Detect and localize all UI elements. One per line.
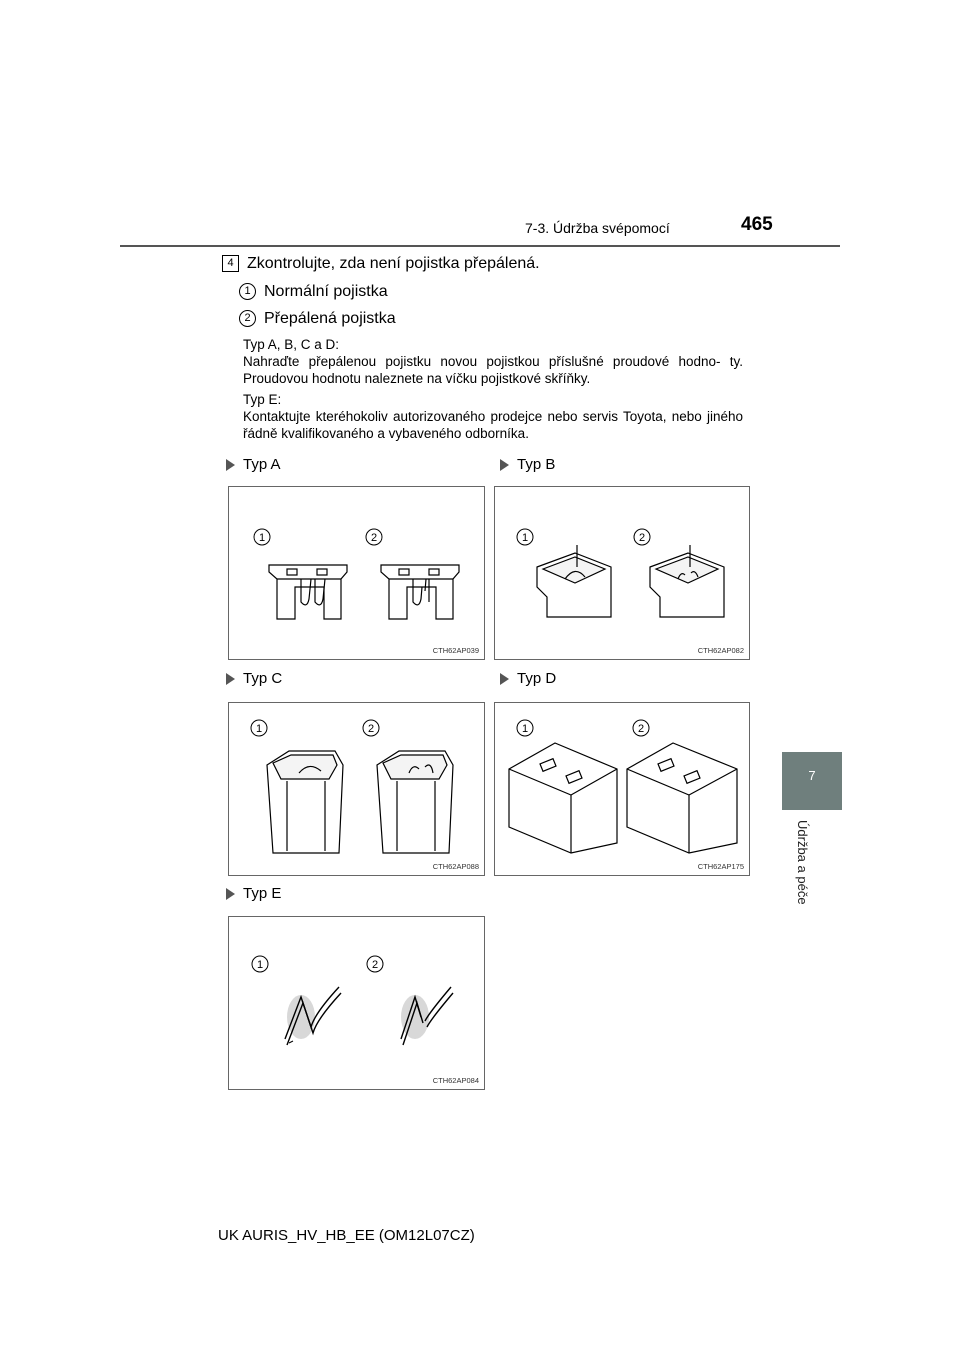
caption-type-d: Typ D xyxy=(500,670,556,687)
label-blown: 2 xyxy=(637,723,645,735)
item-text: Přepálená pojistka xyxy=(264,310,396,327)
caption-type-a: Typ A xyxy=(226,456,281,473)
page-number: 465 xyxy=(741,214,773,235)
instructions-abcd-title: Typ A, B, C a D: xyxy=(243,337,340,352)
triangle-bullet-icon xyxy=(226,459,235,471)
normal-fuse-icon xyxy=(285,987,341,1045)
triangle-bullet-icon xyxy=(226,888,235,900)
fuse-type-d-illustration xyxy=(495,703,751,877)
figure-type-d xyxy=(494,702,750,876)
blown-fuse-icon xyxy=(377,751,453,853)
triangle-bullet-icon xyxy=(226,673,235,685)
instructions-abcd-body: Nahraďte přepálenou pojistku novou pojistkou příslušné proudové hodno- ty. Proudovou hodnotu naleznete na víčku pojistkové skříňky. xyxy=(243,354,743,386)
label-blown: 2 xyxy=(638,532,646,544)
figure-code: CTH62AP088 xyxy=(432,862,479,871)
fuse-type-b-illustration xyxy=(495,487,751,661)
figure-code: CTH62AP082 xyxy=(697,646,744,655)
normal-fuse-icon xyxy=(267,751,343,853)
label-normal: 1 xyxy=(256,959,264,971)
caption-type-c: Typ C xyxy=(226,670,282,687)
label-normal: 1 xyxy=(521,532,529,544)
item-badge: 2 xyxy=(239,310,256,327)
footer-model-code: UK AURIS_HV_HB_EE (OM12L07CZ) xyxy=(218,1227,475,1244)
figure-code: CTH62AP175 xyxy=(697,862,744,871)
figure-code: CTH62AP039 xyxy=(432,646,479,655)
list-item-blown xyxy=(239,310,396,328)
instructions-e-body: Kontaktujte kteréhokoliv autorizovaného prodejce nebo servis Toyota, nebo jiného řádně kvalifikovaného a vybaveného odborníka. xyxy=(243,409,743,441)
figure-code: CTH62AP084 xyxy=(432,1076,479,1085)
item-text: Normální pojistka xyxy=(264,283,388,300)
fuse-type-c-illustration xyxy=(229,703,486,877)
header-divider xyxy=(120,245,840,247)
section-title: 7-3. Údržba svépomocí xyxy=(525,220,670,236)
step-number-badge: 4 xyxy=(222,255,239,272)
blown-fuse-icon xyxy=(650,545,724,617)
caption-type-e: Typ E xyxy=(226,885,281,902)
normal-fuse-icon xyxy=(537,545,611,617)
blown-fuse-icon xyxy=(627,743,737,853)
caption-type-b: Typ B xyxy=(500,456,555,473)
figure-type-b xyxy=(494,486,750,660)
figure-type-e xyxy=(228,916,485,1090)
blown-fuse-icon xyxy=(401,987,453,1045)
triangle-bullet-icon xyxy=(500,459,509,471)
item-badge: 1 xyxy=(239,283,256,300)
step-text: Zkontrolujte, zda není pojistka přepálená. xyxy=(247,255,540,272)
normal-fuse-icon xyxy=(509,743,617,853)
fuse-type-e-illustration xyxy=(229,917,486,1091)
blown-fuse-icon xyxy=(381,565,459,619)
step-4 xyxy=(222,255,540,273)
normal-fuse-icon xyxy=(269,565,347,619)
triangle-bullet-icon xyxy=(500,673,509,685)
figure-type-c xyxy=(228,702,485,876)
chapter-label: Údržba a péče xyxy=(795,820,810,905)
label-blown: 2 xyxy=(370,532,378,544)
label-blown: 2 xyxy=(371,959,379,971)
instructions-e-title: Typ E: xyxy=(243,392,282,407)
label-normal: 1 xyxy=(521,723,529,735)
label-blown: 2 xyxy=(367,723,375,735)
instructions-e xyxy=(243,391,743,442)
list-item-normal xyxy=(239,283,388,301)
label-normal: 1 xyxy=(258,532,266,544)
figure-type-a xyxy=(228,486,485,660)
fuse-type-a-illustration xyxy=(229,487,486,661)
chapter-number: 7 xyxy=(808,768,816,783)
label-normal: 1 xyxy=(255,723,263,735)
instructions-abcd xyxy=(243,336,743,387)
